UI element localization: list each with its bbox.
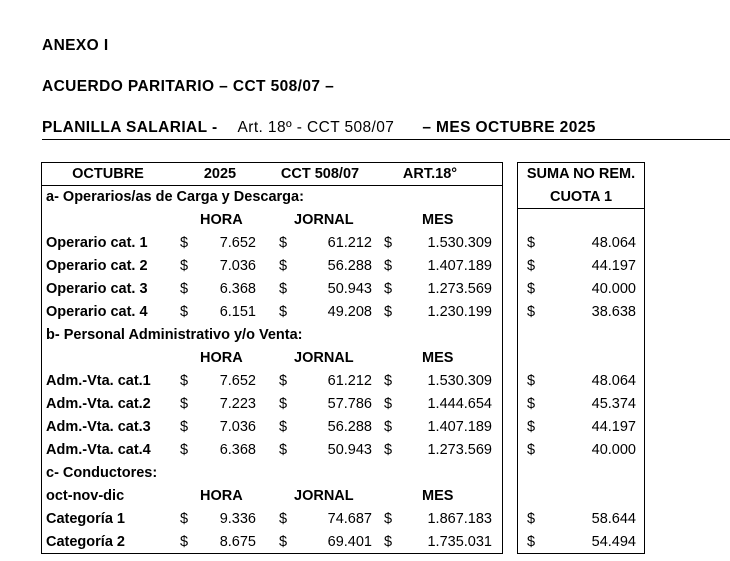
mes-value: 1.273.569 bbox=[427, 442, 492, 458]
side-row bbox=[518, 531, 644, 554]
jornal-value: 56.288 bbox=[327, 419, 372, 435]
currency-symbol: $ bbox=[384, 281, 393, 297]
currency-symbol: $ bbox=[180, 304, 189, 320]
row-label: Adm.-Vta. cat.1 bbox=[46, 373, 151, 389]
side-header-cell: CUOTA 1 bbox=[549, 189, 613, 205]
non-remunerative-table bbox=[517, 162, 645, 554]
section-title-row bbox=[42, 462, 502, 485]
row-label: Operario cat. 4 bbox=[46, 304, 148, 320]
cuota-value: 44.197 bbox=[591, 419, 636, 435]
currency-symbol: $ bbox=[279, 419, 288, 435]
table-row bbox=[42, 301, 502, 324]
mes-value: 1.530.309 bbox=[427, 235, 492, 251]
currency-symbol: $ bbox=[180, 511, 189, 527]
currency-symbol: $ bbox=[279, 511, 288, 527]
side-row bbox=[518, 393, 644, 416]
currency-symbol: $ bbox=[527, 419, 536, 435]
jornal-value: 57.786 bbox=[327, 396, 372, 412]
jornal-value: 74.687 bbox=[327, 511, 372, 527]
side-row bbox=[518, 232, 644, 255]
currency-symbol: $ bbox=[279, 396, 288, 412]
jornal-value: 50.943 bbox=[327, 281, 372, 297]
table-row bbox=[42, 255, 502, 278]
row-label: Operario cat. 3 bbox=[46, 281, 148, 297]
currency-symbol: $ bbox=[279, 304, 288, 320]
cuota-value: 54.494 bbox=[591, 534, 636, 550]
cuota-value: 38.638 bbox=[591, 304, 636, 320]
mes-value: 1.230.199 bbox=[427, 304, 492, 320]
col-label-hora: HORA bbox=[200, 488, 243, 504]
hora-value: 8.675 bbox=[219, 534, 256, 550]
col-label-hora: HORA bbox=[200, 212, 243, 228]
planilla-label: PLANILLA SALARIAL - bbox=[42, 119, 218, 136]
hora-value: 6.368 bbox=[219, 281, 256, 297]
cuota-value: 48.064 bbox=[591, 373, 636, 389]
currency-symbol: $ bbox=[384, 235, 393, 251]
currency-symbol: $ bbox=[384, 373, 393, 389]
row-label: Adm.-Vta. cat.4 bbox=[46, 442, 151, 458]
currency-symbol: $ bbox=[384, 442, 393, 458]
currency-symbol: $ bbox=[180, 373, 189, 389]
currency-symbol: $ bbox=[384, 534, 393, 550]
section-title: c- Conductores: bbox=[46, 465, 158, 481]
currency-symbol: $ bbox=[279, 534, 288, 550]
currency-symbol: $ bbox=[279, 373, 288, 389]
currency-symbol: $ bbox=[279, 281, 288, 297]
row-label: Adm.-Vta. cat.3 bbox=[46, 419, 151, 435]
table-row bbox=[42, 508, 502, 531]
hora-value: 7.652 bbox=[219, 235, 256, 251]
planilla-title bbox=[42, 119, 596, 137]
mes-value: 1.867.183 bbox=[427, 511, 492, 527]
mes-value: 1.407.189 bbox=[427, 419, 492, 435]
jornal-value: 56.288 bbox=[327, 258, 372, 274]
row-label: Categoría 2 bbox=[46, 534, 125, 550]
side-row bbox=[518, 301, 644, 324]
row-label: Adm.-Vta. cat.2 bbox=[46, 396, 151, 412]
side-header-row bbox=[518, 186, 644, 209]
table-row bbox=[42, 416, 502, 439]
side-row bbox=[518, 370, 644, 393]
section-title-row bbox=[42, 324, 502, 347]
planilla-article: Art. 18º - CCT 508/07 bbox=[237, 119, 395, 136]
table-header-row bbox=[42, 163, 502, 186]
header-cell: OCTUBRE bbox=[72, 166, 144, 182]
currency-symbol: $ bbox=[527, 534, 536, 550]
col-label-jornal: JORNAL bbox=[294, 488, 354, 504]
title-underline bbox=[42, 139, 730, 140]
hora-value: 7.036 bbox=[219, 258, 256, 274]
cuota-value: 40.000 bbox=[591, 281, 636, 297]
currency-symbol: $ bbox=[279, 258, 288, 274]
planilla-month: – MES OCTUBRE 2025 bbox=[422, 119, 596, 136]
cuota-value: 48.064 bbox=[591, 235, 636, 251]
col-label-hora: HORA bbox=[200, 350, 243, 366]
hora-value: 7.223 bbox=[219, 396, 256, 412]
currency-symbol: $ bbox=[527, 281, 536, 297]
currency-symbol: $ bbox=[527, 511, 536, 527]
cuota-value: 40.000 bbox=[591, 442, 636, 458]
currency-symbol: $ bbox=[527, 235, 536, 251]
agreement-title: ACUERDO PARITARIO – CCT 508/07 – bbox=[42, 78, 335, 95]
col-label-jornal: JORNAL bbox=[294, 212, 354, 228]
col-label-jornal: JORNAL bbox=[294, 350, 354, 366]
currency-symbol: $ bbox=[384, 304, 393, 320]
column-labels-row bbox=[42, 347, 502, 370]
side-row bbox=[518, 508, 644, 531]
mes-value: 1.530.309 bbox=[427, 373, 492, 389]
cuota-value: 44.197 bbox=[591, 258, 636, 274]
currency-symbol: $ bbox=[180, 534, 189, 550]
side-header-row bbox=[518, 163, 644, 186]
section-title-row bbox=[42, 186, 502, 209]
header-cell: ART.18° bbox=[402, 166, 458, 182]
table-row bbox=[42, 278, 502, 301]
side-row bbox=[518, 278, 644, 301]
currency-symbol: $ bbox=[527, 304, 536, 320]
section-title: b- Personal Administrativo y/o Venta: bbox=[46, 327, 303, 343]
currency-symbol: $ bbox=[180, 419, 189, 435]
cuota-value: 45.374 bbox=[591, 396, 636, 412]
currency-symbol: $ bbox=[180, 258, 189, 274]
side-header-cell: SUMA NO REM. bbox=[526, 166, 636, 182]
currency-symbol: $ bbox=[527, 373, 536, 389]
mes-value: 1.444.654 bbox=[427, 396, 492, 412]
currency-symbol: $ bbox=[384, 419, 393, 435]
cuota-value: 58.644 bbox=[591, 511, 636, 527]
mes-value: 1.735.031 bbox=[427, 534, 492, 550]
jornal-value: 61.212 bbox=[327, 373, 372, 389]
currency-symbol: $ bbox=[384, 396, 393, 412]
section-title: a- Operarios/as de Carga y Descarga: bbox=[46, 189, 304, 205]
jornal-value: 61.212 bbox=[327, 235, 372, 251]
side-row bbox=[518, 255, 644, 278]
mes-value: 1.407.189 bbox=[427, 258, 492, 274]
mes-value: 1.273.569 bbox=[427, 281, 492, 297]
header-cell: CCT 508/07 bbox=[280, 166, 360, 182]
col-label-mes: MES bbox=[422, 350, 454, 366]
row-label: Operario cat. 1 bbox=[46, 235, 148, 251]
hora-value: 9.336 bbox=[219, 511, 256, 527]
jornal-value: 49.208 bbox=[327, 304, 372, 320]
currency-symbol: $ bbox=[180, 281, 189, 297]
hora-value: 6.368 bbox=[219, 442, 256, 458]
currency-symbol: $ bbox=[527, 442, 536, 458]
side-row bbox=[518, 416, 644, 439]
currency-symbol: $ bbox=[279, 442, 288, 458]
section-subtitle: oct-nov-dic bbox=[46, 488, 125, 504]
table-row bbox=[42, 531, 502, 554]
column-labels-row bbox=[42, 485, 502, 508]
currency-symbol: $ bbox=[180, 442, 189, 458]
col-label-mes: MES bbox=[422, 212, 454, 228]
table-row bbox=[42, 370, 502, 393]
currency-symbol: $ bbox=[384, 258, 393, 274]
annex-title: ANEXO I bbox=[42, 37, 109, 54]
jornal-value: 50.943 bbox=[327, 442, 372, 458]
currency-symbol: $ bbox=[279, 235, 288, 251]
col-label-mes: MES bbox=[422, 488, 454, 504]
table-row bbox=[42, 439, 502, 462]
side-row bbox=[518, 439, 644, 462]
currency-symbol: $ bbox=[180, 235, 189, 251]
hora-value: 7.036 bbox=[219, 419, 256, 435]
salary-table bbox=[41, 162, 503, 554]
hora-value: 6.151 bbox=[219, 304, 256, 320]
hora-value: 7.652 bbox=[219, 373, 256, 389]
jornal-value: 69.401 bbox=[327, 534, 372, 550]
table-row bbox=[42, 393, 502, 416]
column-labels-row bbox=[42, 209, 502, 232]
row-label: Categoría 1 bbox=[46, 511, 125, 527]
currency-symbol: $ bbox=[527, 396, 536, 412]
row-label: Operario cat. 2 bbox=[46, 258, 148, 274]
currency-symbol: $ bbox=[384, 511, 393, 527]
currency-symbol: $ bbox=[180, 396, 189, 412]
header-cell: 2025 bbox=[203, 166, 237, 182]
table-row bbox=[42, 232, 502, 255]
currency-symbol: $ bbox=[527, 258, 536, 274]
